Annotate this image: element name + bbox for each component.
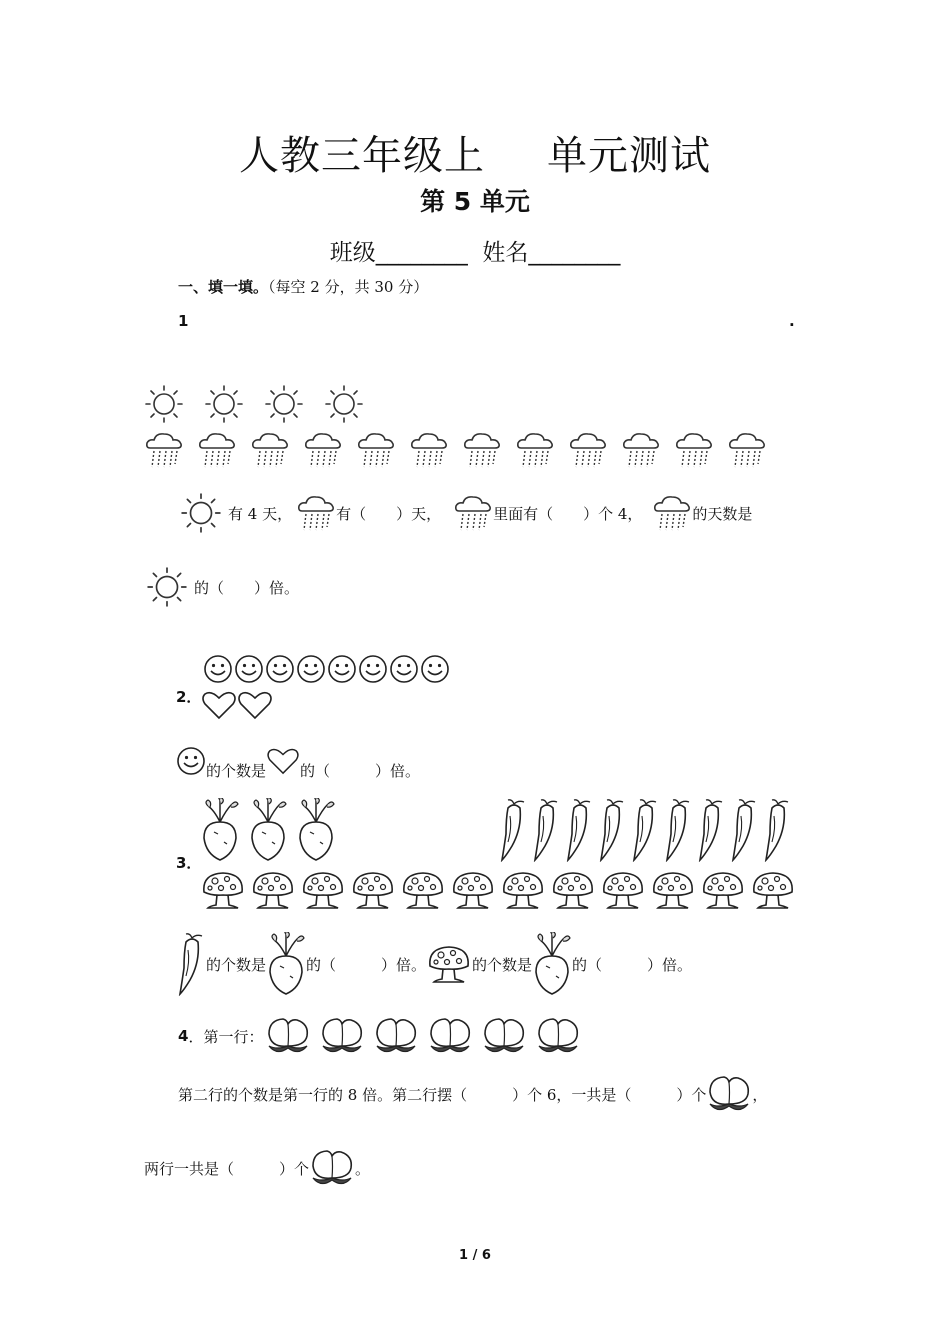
mushroom-icon [700,870,746,910]
sun-icon [146,566,188,608]
mushroom-icon [426,942,472,986]
q4-number: 4 [178,1027,189,1045]
page-title [0,124,950,181]
smiley-icon [203,654,233,684]
class-field: 班级________ [329,240,468,266]
q2-text1: 的个数是 [206,762,267,780]
radish-row [200,798,336,862]
q2-text2: 的（ ）倍。 [300,762,421,780]
rain-cloud-icon [250,430,290,470]
pepper-icon [762,798,792,862]
q1-number: 1 [178,312,189,330]
mushroom-icon [500,870,546,910]
smiley-icon [420,654,450,684]
pepper-icon [630,798,660,862]
pepper-icon [696,798,726,862]
peach-icon [706,1072,752,1116]
heart-icon [201,690,237,720]
pepper-icon [729,798,759,862]
smiley-icon [296,654,326,684]
q1-text1: 有 4 天， [228,504,293,523]
q1-text5: 的（ ）倍。 [194,578,300,597]
heart-icon [237,690,273,720]
q4-label: ．第一行： [188,1027,264,1046]
rain-cloud-icon [453,493,493,533]
mushroom-icon [600,870,646,910]
q1-dot: . [789,312,795,330]
section-note: （每空 2 分，共 30 分） [268,278,429,296]
rain-cloud-icon [621,430,661,470]
q4-text2-end: 。 [355,1159,371,1178]
pepper-icon [531,798,561,862]
q3-text2: 的（ ）倍。 [306,955,427,974]
peach-icon [265,1016,311,1056]
title-right: 单元测试 [547,133,711,179]
sun-row [144,384,364,424]
rain-cloud-icon [144,430,184,470]
mushroom-row [200,870,796,910]
peach-icon [319,1016,365,1056]
mushroom-icon [400,870,446,910]
q4-line1 [178,1016,581,1056]
class-name-line [0,234,950,267]
rain-cloud-icon [674,430,714,470]
peach-icon [427,1016,473,1056]
q1-text3: 里面有（ ）个 4， [493,504,643,523]
pepper-icon [597,798,627,862]
heart-icon [266,747,300,775]
rain-row [144,430,767,470]
section-heading [178,276,428,297]
smiley-icon [358,654,388,684]
page-number: 1 / 6 [459,1248,491,1263]
mushroom-icon [750,870,796,910]
smiley-icon [389,654,419,684]
pepper-icon [663,798,693,862]
mushroom-icon [250,870,296,910]
peach-icon [309,1146,355,1190]
peach-icon [373,1016,419,1056]
q2-number: 2． [176,688,202,706]
q3-text4: 的（ ）倍。 [572,955,693,974]
sun-icon [324,384,364,424]
sun-icon [144,384,184,424]
radish-icon [266,932,306,996]
smiley-icon [327,654,357,684]
name-field: 姓名________ [482,240,621,266]
q3-text1: 的个数是 [206,955,267,974]
q4-text1-end: ， [752,1085,768,1104]
mushroom-icon [450,870,496,910]
section-title: 一、填一填。 [178,278,269,296]
peach-icon [481,1016,527,1056]
q3-line [176,932,692,996]
peach-icon [535,1016,581,1056]
mushroom-icon [300,870,346,910]
mushroom-icon [350,870,396,910]
peach-row [265,1016,581,1056]
smiley-icon [176,746,206,776]
radish-icon [248,798,288,862]
q4-line3 [144,1146,370,1190]
smiley-icon [265,654,295,684]
rain-cloud-icon [652,493,692,533]
q4-text1: 第二行的个数是第一行的 8 倍。第二行摆（ ）个 6，一共是（ ）个 [178,1085,707,1104]
radish-icon [532,932,572,996]
q1-text2: 有（ ）天， [336,504,442,523]
rain-cloud-icon [303,430,343,470]
pepper-icon [564,798,594,862]
radish-icon [296,798,336,862]
rain-cloud-icon [568,430,608,470]
q1-line1 [180,492,752,534]
pepper-icon [176,932,206,996]
rain-cloud-icon [296,493,336,533]
rain-cloud-icon [727,430,767,470]
q3-number: 3． [176,854,202,872]
unit-subtitle: 第 5 单元 [420,187,530,216]
q1-text4: 的天数是 [692,504,753,523]
rain-cloud-icon [197,430,237,470]
rain-cloud-icon [356,430,396,470]
q2-line [176,740,420,781]
smiley-row [203,654,450,684]
title-left: 人教三年级上 [239,133,485,179]
sun-icon [204,384,244,424]
q1-line2 [146,566,299,608]
q3-text3: 的个数是 [472,955,533,974]
q4-text2: 两行一共是（ ）个 [144,1159,310,1178]
smiley-icon [234,654,264,684]
sun-icon [264,384,304,424]
pepper-icon [498,798,528,862]
mushroom-icon [650,870,696,910]
rain-cloud-icon [515,430,555,470]
mushroom-icon [200,870,246,910]
heart-row [201,690,273,720]
pepper-row [498,798,792,862]
mushroom-icon [550,870,596,910]
radish-icon [200,798,240,862]
q4-line2 [178,1072,767,1116]
sun-icon [180,492,222,534]
rain-cloud-icon [409,430,449,470]
rain-cloud-icon [462,430,502,470]
